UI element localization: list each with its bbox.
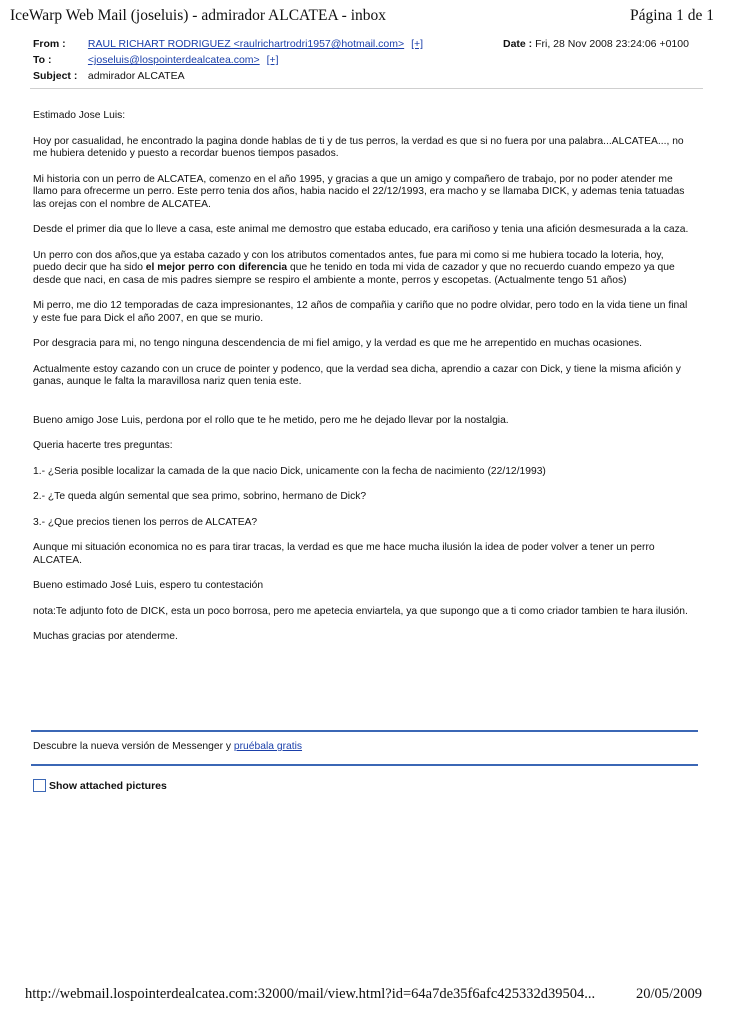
date-value: Fri, 28 Nov 2008 23:24:06 +0100: [535, 38, 689, 50]
show-pictures-checkbox[interactable]: [33, 779, 46, 792]
body-paragraph: Por desgracia para mi, no tengo ninguna descendencia de mi fiel amigo, y la verdad es que me he arrepentido en muchas ocasiones.: [33, 338, 643, 349]
header-divider: [30, 88, 703, 89]
body-paragraph: Actualmente estoy cazando con un cruce de pointer y podenco, que la verdad sea dicha, aprendio a cazar con Dick, y tiene la misma afición y ganas, aunque le falta la maravillosa nariz quen tenia este.: [33, 363, 681, 387]
body-paragraph: Bueno amigo Jose Luis, perdona por el rollo que te he metido, pero me he dejado llevar por la nostalgia.: [33, 414, 509, 426]
from-row: [33, 38, 423, 50]
from-address-link[interactable]: RAUL RICHART RODRIGUEZ <raulrichartrodri1957@hotmail.com>: [87, 38, 405, 50]
to-row: [33, 54, 279, 66]
question-2: 2.- ¿Te queda algún semental que sea primo, sobrino, hermano de Dick?: [33, 491, 367, 502]
body-paragraph: Mi perro, me dio 12 temporadas de caza impresionantes, 12 años de compañia y cariño que no podre olvidar, pero todo en la vida tiene un final y este fue para Dick el año 2007, en que se murio.: [33, 300, 688, 324]
body-paragraph: Desde el primer dia que lo lleve a casa, este animal me demostro que estaba educado, era cariñoso y tenia una afición desmesurada a la caza.: [33, 224, 689, 235]
print-footer-date: 20/05/2009: [635, 986, 702, 1002]
closing: Muchas gracias por atenderme.: [33, 631, 178, 642]
subject-row: [33, 70, 185, 82]
body-paragraph: Bueno estimado José Luis, espero tu contestación: [33, 580, 264, 591]
from-label: From :: [33, 38, 66, 50]
show-attached-pictures-toggle[interactable]: [33, 779, 167, 792]
messenger-promo: [33, 741, 302, 752]
messenger-divider-top: [31, 730, 698, 732]
body-paragraph: Queria hacerte tres preguntas:: [33, 440, 173, 451]
body-text: que he tenido en toda mi vida de cazador y que no recuerdo cuando empezo ya que desde que naci, en casa de mis padres siempre se respiro el ambiente a monte, perros y escopetas. (Actualmente tengo 51 años): [33, 262, 675, 286]
question-3: 3.- ¿Que precios tienen los perros de ALCATEA?: [33, 516, 258, 528]
show-pictures-label: Show attached pictures: [49, 779, 167, 792]
messenger-promo-text: Descubre la nueva versión de Messenger y: [33, 741, 234, 752]
date-label: Date :: [503, 38, 533, 50]
add-sender-contact-button[interactable]: [+]: [411, 38, 424, 50]
body-paragraph: nota:Te adjunto foto de DICK, esta un poco borrosa, pero me apetecia enviartela, ya que supongo que a ti como criador tambien te hara ilusión.: [33, 605, 688, 617]
body-paragraph: Aunque mi situación economica no es para tirar tracas, la verdad es que me hace mucha ilusión la idea de poder volver a tener un perro ALCATEA.: [33, 542, 655, 566]
message-body: [33, 110, 695, 657]
question-1: 1.- ¿Seria posible localizar la camada de la que nacio Dick, unicamente con la fecha de nacimiento (22/12/1993): [33, 465, 546, 477]
date-row: [503, 38, 689, 50]
print-footer-url: http://webmail.lospointerdealcatea.com:32000/mail/view.html?id=64a7de35f6afc425332d39504...: [25, 986, 596, 1002]
greeting: Estimado Jose Luis:: [33, 110, 126, 121]
print-header-title: IceWarp Web Mail (joseluis) - admirador ALCATEA - inbox: [10, 7, 387, 24]
body-paragraph: Mi historia con un perro de ALCATEA, comenzo en el año 1995, y gracias a que un amigo y compañero de trabajo, por no poder atender me llamo para ofrecerme un perro. Este perro tenia dos años, habia nacido el 22/12/1993, era macho y se llamaba DICK, y ademas tenia tatuadas las orejas con el nombre de ALCATEA.: [33, 173, 685, 210]
add-recipient-contact-button[interactable]: [+]: [266, 54, 279, 66]
messenger-divider-bottom: [31, 764, 698, 766]
body-text: Un perro con dos años,que ya estaba cazado y con los atributos comentados antes, fue para mi como si me hubiera tocado la loteria, hoy, puedo decir que ha sido: [33, 249, 664, 273]
messenger-promo-link[interactable]: pruébala gratis: [233, 741, 303, 752]
body-bold-text: el mejor perro con diferencia: [145, 262, 288, 273]
print-page-number: Página 1 de 1: [630, 7, 714, 24]
body-paragraph: Hoy por casualidad, he encontrado la pagina donde hablas de ti y de tus perros, la verdad es que si no fuera por una palabra...ALCATEA..., no me hubiera detenido y puesto a recordar buenos tiempos pasados.: [33, 135, 684, 159]
to-label: To :: [33, 54, 52, 66]
to-address-link[interactable]: <joseluis@lospointerdealcatea.com>: [87, 54, 260, 66]
body-paragraph: [33, 250, 695, 288]
subject-value: admirador ALCATEA: [87, 70, 185, 82]
subject-label: Subject :: [33, 70, 78, 82]
